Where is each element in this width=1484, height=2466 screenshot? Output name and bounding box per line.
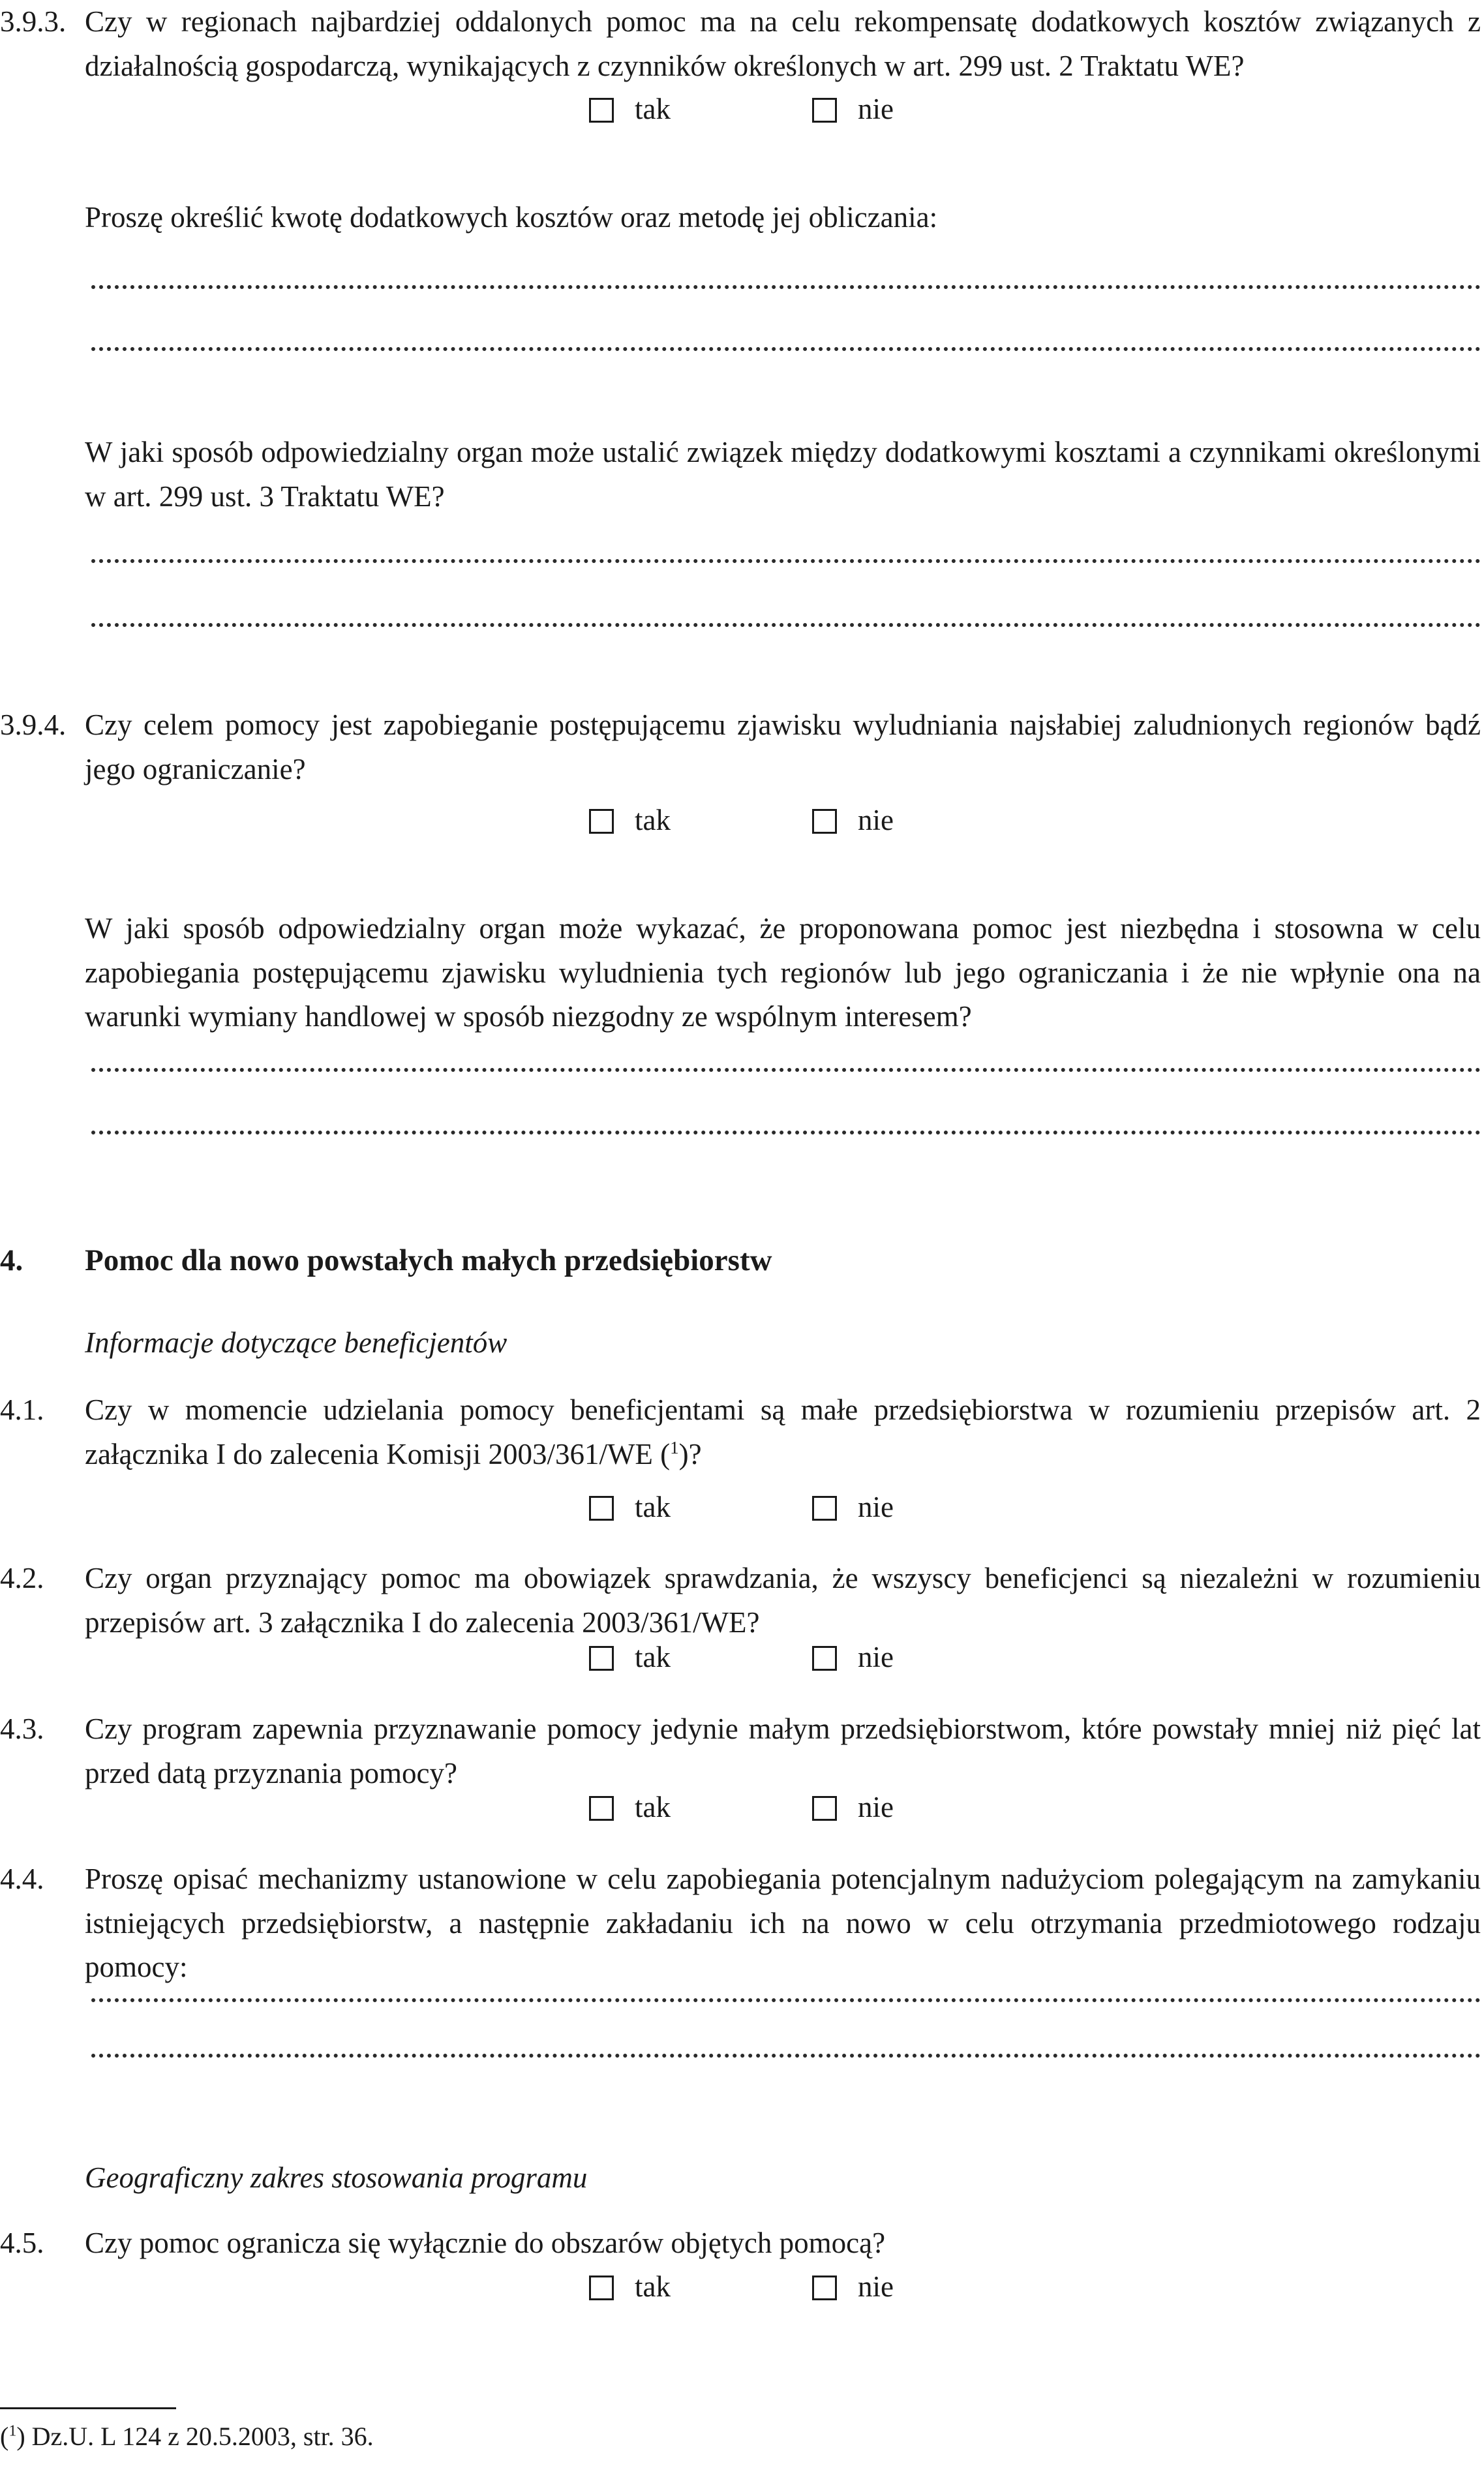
question-text: Czy pomoc ogranicza się wyłącznie do obszarów objętych pomocą? xyxy=(85,2227,886,2259)
checkbox-icon[interactable] xyxy=(589,2276,614,2300)
choice-label: nie xyxy=(858,2270,894,2303)
question-number: 4.4. xyxy=(0,1863,44,1895)
question-text: Czy organ przyznający pomoc ma obowiązek sprawdzania, że wszyscy beneficjenci są niezależni w rozumieniu przepisów art. 3 załącznika I do zalecenia 2003/361/WE? xyxy=(85,1562,1481,1639)
checkbox-icon[interactable] xyxy=(812,1496,837,1521)
footnote-text: Dz.U. L 124 z 20.5.2003, str. 36. xyxy=(31,2422,374,2451)
checkbox-icon[interactable] xyxy=(812,1646,837,1671)
checkbox-icon[interactable] xyxy=(812,1796,837,1821)
footnote: ($^1$) Dz.U. L 124 z 20.5.2003, str. 36. xyxy=(0,2422,374,2451)
footnote-mark: 1 xyxy=(8,2422,17,2440)
prompt-text: W jaki sposób odpowiedzialny organ może wykazać, że proponowana pomoc jest niezbędna i stosowna w celu zapobiegania postępującemu zjawisku wyludnienia tych regionów lub jego ograniczania i że nie wpłynie ona na warunki wymiany handlowej w sposób niezgodny ze wspólnym interesem? xyxy=(85,912,1481,1033)
choice-label: tak xyxy=(635,2270,671,2303)
answer-line[interactable] xyxy=(91,2054,1481,2058)
question-number: 3.9.3. xyxy=(0,5,67,38)
choice-label: nie xyxy=(858,93,894,125)
section-title: Pomoc dla nowo powstałych małych przedsiębiorstw xyxy=(85,1243,772,1277)
question-text: Czy celem pomocy jest zapobieganie postępującemu zjawisku wyludniania najsłabiej zaludnionych regionów bądź jego ograniczanie? xyxy=(85,708,1481,785)
checkbox-icon[interactable] xyxy=(589,1496,614,1521)
prompt-text: W jaki sposób odpowiedzialny organ może ustalić związek między dodatkowymi kosztami a czynnikami określonymi w art. 299 ust. 3 Traktatu WE? xyxy=(85,436,1481,513)
question-text: Czy program zapewnia przyznawanie pomocy jedynie małym przedsiębiorstwom, które powstały mniej niż pięć lat przed datą przyznania pomocy? xyxy=(85,1712,1481,1789)
checkbox-icon[interactable] xyxy=(589,1646,614,1671)
answer-line[interactable] xyxy=(91,1131,1481,1134)
question-text: Czy w momencie udzielania pomocy beneficjentami są małe przedsiębiorstwa w rozumieniu przepisów art. 2 załącznika I do zalecenia Komisji 2003/361/WE ($^1$)? xyxy=(85,1393,1481,1470)
question-number: 3.9.4. xyxy=(0,708,67,741)
choice-label: nie xyxy=(858,1791,894,1823)
checkbox-icon[interactable] xyxy=(812,2276,837,2300)
choice-label: nie xyxy=(858,1491,894,1523)
question-number: 4.3. xyxy=(0,1712,44,1745)
answer-line[interactable] xyxy=(91,1998,1481,2002)
checkbox-icon[interactable] xyxy=(812,809,837,834)
subsection-heading: Informacje dotyczące beneficjentów xyxy=(85,1326,507,1359)
question-number: 4.1. xyxy=(0,1393,44,1426)
choice-label: tak xyxy=(635,1491,671,1523)
choice-label: tak xyxy=(635,1791,671,1823)
question-text: Czy w regionach najbardziej oddalonych pomoc ma na celu rekompensatę dodatkowych kosztów związanych z działalnością gospodarczą, wynikających z czynników określonych w art. 299 ust. 2 Traktatu WE? xyxy=(85,5,1481,82)
footnote-ref: 1 xyxy=(670,1437,679,1457)
section-number: 4. xyxy=(0,1243,23,1277)
choice-label: tak xyxy=(635,93,671,125)
checkbox-icon[interactable] xyxy=(589,809,614,834)
checkbox-icon[interactable] xyxy=(812,98,837,123)
answer-line[interactable] xyxy=(91,559,1481,563)
choice-label: nie xyxy=(858,804,894,836)
answer-line[interactable] xyxy=(91,347,1481,351)
question-text: Proszę opisać mechanizmy ustanowione w celu zapobiegania potencjalnym nadużyciom polegającym na zamykaniu istniejących przedsiębiorstw, a następnie zakładaniu ich na nowo w celu otrzymania przedmiotowego rodzaju pomocy: xyxy=(85,1863,1481,1983)
choice-label: nie xyxy=(858,1641,894,1673)
prompt-text: Proszę określić kwotę dodatkowych kosztów oraz metodę jej obliczania: xyxy=(85,201,938,234)
question-number: 4.5. xyxy=(0,2227,44,2259)
footnote-separator xyxy=(0,2407,176,2409)
answer-line[interactable] xyxy=(91,623,1481,627)
checkbox-icon[interactable] xyxy=(589,1796,614,1821)
question-number: 4.2. xyxy=(0,1562,44,1594)
choice-label: tak xyxy=(635,804,671,836)
choice-label: tak xyxy=(635,1641,671,1673)
answer-line[interactable] xyxy=(91,1068,1481,1072)
subsection-heading: Geograficzny zakres stosowania programu xyxy=(85,2161,588,2194)
answer-line[interactable] xyxy=(91,285,1481,289)
checkbox-icon[interactable] xyxy=(589,98,614,123)
